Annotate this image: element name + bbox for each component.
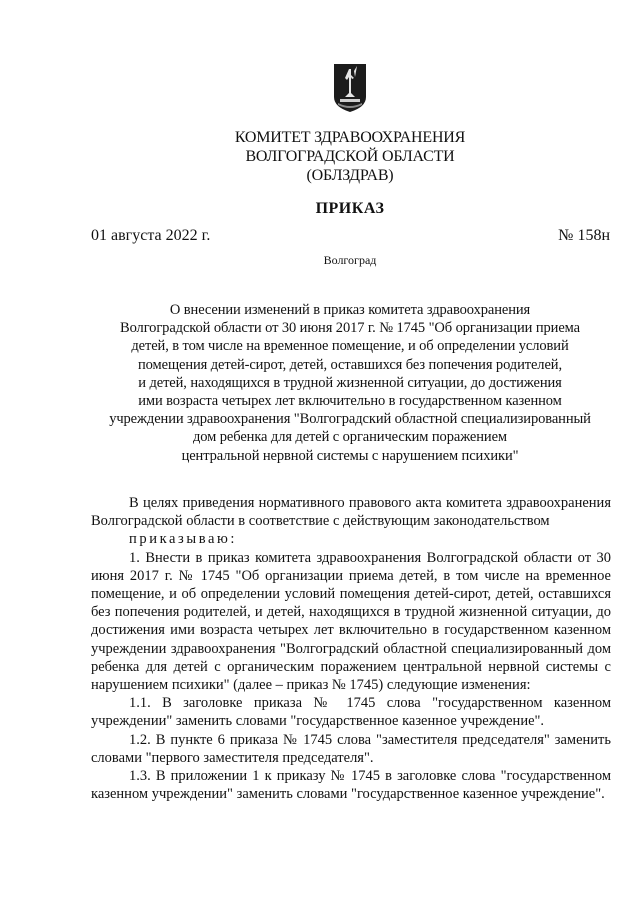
- item-1-3-paragraph: 1.3. В приложении 1 к приказу № 1745 в заголовке слова "государственном казенном учреждении" заменить словами "государственное казенное учреждение".: [91, 768, 611, 803]
- subject-line: дом ребенка для детей с органическим поражением: [193, 429, 507, 446]
- organization-name: [0, 128, 640, 185]
- subject-line: Волгоградской области от 30 июня 2017 г. № 1745 "Об организации приема: [120, 320, 580, 337]
- preamble-paragraph: В целях приведения нормативного правового акта комитета здравоохранения Волгоградской области в соответствие с действующим законодательством: [91, 495, 611, 530]
- item-1-paragraph: 1. Внести в приказ комитета здравоохранения Волгоградской области от 30 июня 2017 г. № 1745 "Об организации приема детей, в том числе на временное помещение, и об определении условий помещения детей-сирот, детей, оставшихся без попечения родителей, и детей, находящихся в трудной жизненной ситуации, до достижения ими возраста четырех лет включительно в государственном казенном учреждении здравоохранения "Волгоградский областной специализированный дом ребенка для детей с органическим поражением центральной нервной системы с нарушением психики" (далее – приказ № 1745) следующие изменения:: [91, 549, 611, 694]
- item-1-2-paragraph: 1.2. В пункте 6 приказа № 1745 слова "заместителя председателя" заменить словами "первого заместителя председателя".: [91, 731, 611, 766]
- order-word: приказываю:: [129, 531, 238, 548]
- org-line-1: КОМИТЕТ ЗДРАВООХРАНЕНИЯ: [234, 129, 466, 146]
- document-number: № 158н: [558, 227, 610, 244]
- subject-line: и детей, находящихся в трудной жизненной ситуации, до достижения: [138, 374, 562, 391]
- subject-line: О внесении изменений в приказ комитета здравоохранения: [169, 302, 531, 318]
- document-type-title: ПРИКАЗ: [315, 200, 385, 217]
- org-line-2: ВОЛГОГРАДСКОЙ ОБЛАСТИ: [245, 148, 455, 165]
- document-body: [91, 494, 611, 803]
- document-date: 01 августа 2022 г.: [91, 227, 211, 244]
- subject-line: центральной нервной системы с нарушением психики": [181, 447, 519, 464]
- volgograd-coat-of-arms-icon: [333, 63, 367, 113]
- subject-line: учреждении здравоохранения "Волгоградский областной специализированный: [109, 411, 591, 428]
- subject-line: ими возраста четырех лет включительно в государственном казенном: [138, 393, 562, 410]
- subject-line: помещения детей-сирот, детей, оставшихся без попечения родителей,: [138, 356, 562, 373]
- org-line-3: (ОБЛЗДРАВ): [306, 167, 394, 184]
- document-subject: [100, 301, 600, 465]
- subject-line: детей, в том числе на временное помещение, и об определении условий: [131, 338, 569, 355]
- item-1-1-paragraph: 1.1. В заголовке приказа № 1745 слова "государственном казенном учреждении" заменить словами "государственное казенное учреждение".: [91, 695, 611, 730]
- document-city: Волгоград: [323, 253, 377, 267]
